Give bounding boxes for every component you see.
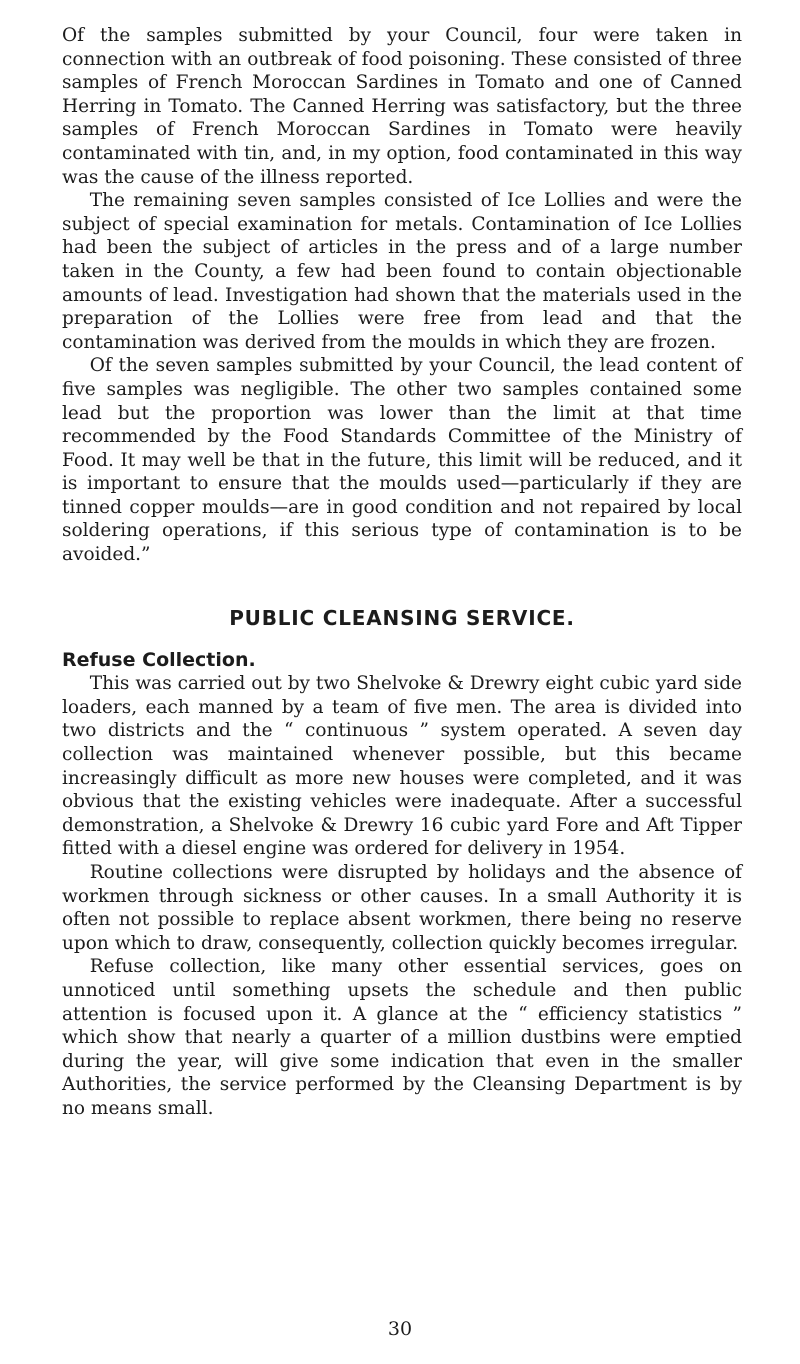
document-page xyxy=(62,24,742,1121)
body-paragraph-lead-content: Of the seven samples submitted by your Council, the lead content of five samples was negligible. The other two samples contained some lead but the proportion was lower than the limit at that time recommended by the Food Standards Committee of the Ministry of Food. It may well be that in the future, this limit will be reduced, and it is important to ensure that the moulds used—particularly if they are tinned copper moulds—are in good condition and not repaired by local soldering operations, if this serious type of contamination is to be avoided.” xyxy=(62,355,742,566)
body-paragraph-efficiency: Refuse collection, like many other essential services, goes on unnoticed until something upsets the schedule and then public attention is focused upon it. A glance at the “ efficiency statistics ” which show that nearly a quarter of a million dustbins were emptied during the year, will give some indication that even in the smaller Authorities, the service performed by the Cleansing Department is by no means small. xyxy=(62,956,742,1119)
body-paragraph-vehicles: This was carried out by two Shelvoke & Drewry eight cubic yard side loaders, each manned by a team of five men. The area is divided into two districts and the “ continuous ” system operated. A seven day collection was maintained whenever possible, but this became increasingly difficult as more new houses were completed, and it was obvious that the existing vehicles were inadequate. After a successful demonstration, a Shelvoke & Drewry 16 cubic yard Fore and Aft Tipper fitted with a diesel engine was ordered for delivery in 1954. xyxy=(62,673,742,860)
subheading-refuse-collection: Refuse Collection. xyxy=(62,649,256,672)
body-paragraph-food-poisoning: Of the samples submitted by your Council, four were taken in connection with an outbreak of food poisoning. These consisted of three samples of French Moroccan Sardines in Tomato and one of Canned Herring in Tomato. The Canned Herring was satisfactory, but the three samples of French Moroccan Sardines in Tomato were heavily contaminated with tin, and, in my option, food contaminated in this way was the cause of the illness reported. xyxy=(62,25,742,188)
section-heading: PUBLIC CLEANSING SERVICE. xyxy=(229,605,575,630)
page-number: 30 xyxy=(387,1318,413,1340)
body-paragraph-routine-collections: Routine collections were disrupted by holidays and the absence of workmen through sickness or other causes. In a small Authority it is often not possible to replace absent workmen, there being no reserve upon which to draw, consequently, collection quickly becomes irregular. xyxy=(62,862,742,954)
body-paragraph-ice-lollies: The remaining seven samples consisted of Ice Lollies and were the subject of special examination for metals. Contamination of Ice Lollies had been the subject of articles in the press and of a large number taken in the County, a few had been found to contain objectionable amounts of lead. Investigation had shown that the materials used in the preparation of the Lollies were free from lead and that the contamination was derived from the moulds in which they are frozen. xyxy=(62,190,742,353)
